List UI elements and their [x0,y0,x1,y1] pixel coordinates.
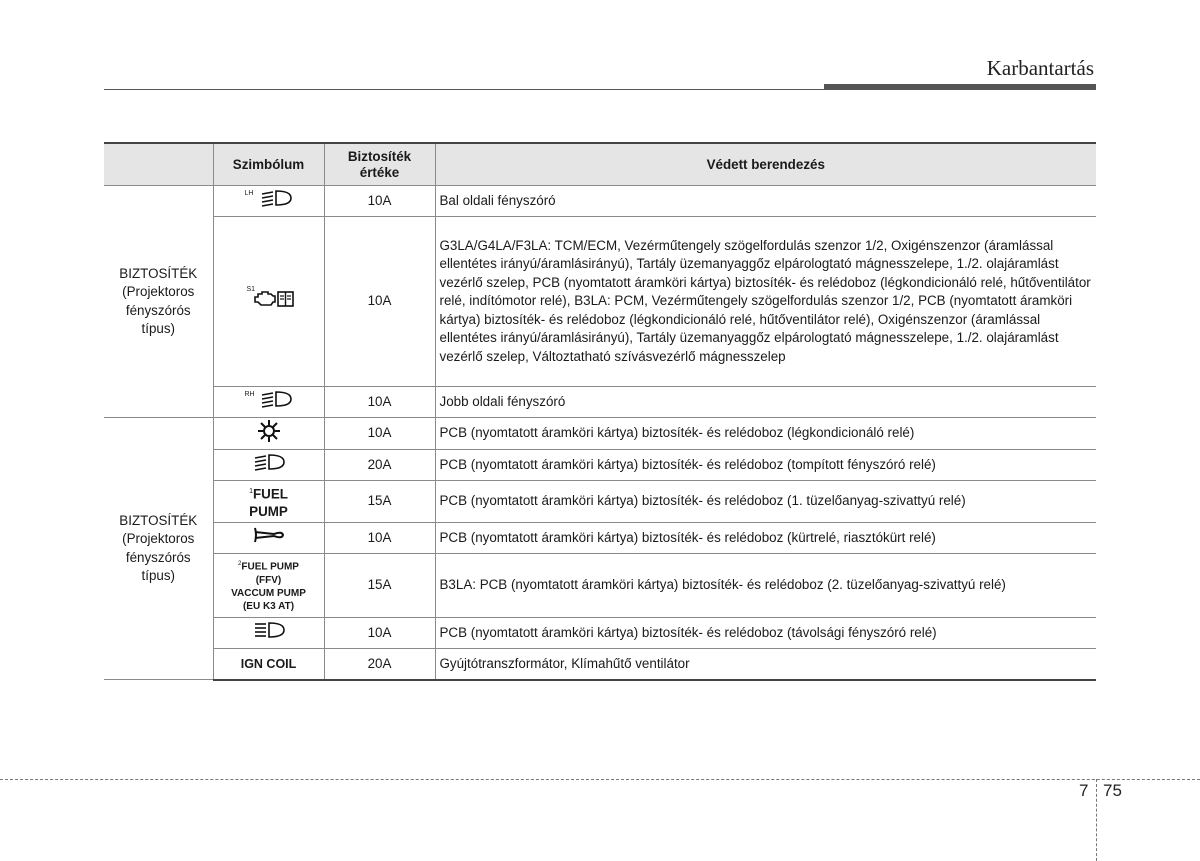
page-header-title: Karbantartás [986,56,1094,80]
fuse-value: 10A [324,618,435,649]
symbol-cell [213,387,324,418]
symbol-cell [213,450,324,481]
table-row [104,649,1096,680]
protected-device: PCB (nyomtatott áramköri kártya) biztosíték- és relédoboz (kürtrelé, riasztókürt relé) [435,523,1096,554]
protected-device: B3LA: PCB (nyomtatott áramköri kártya) biztosíték- és relédoboz (2. tüzelőanyag-szivattyú relé) [435,554,1096,618]
ign-coil-label: IGN COIL [240,656,297,671]
protected-device: PCB (nyomtatott áramköri kártya) biztosíték- és relédoboz (1. tüzelőanyag-szivattyú relé) [435,481,1096,523]
symbol-cell [213,186,324,217]
protected-device: Jobb oldali fényszóró [435,387,1096,418]
table-row [104,618,1096,649]
chapter-number: 7 [1079,781,1089,800]
protected-device: PCB (nyomtatott áramköri kártya) biztosíték- és relédoboz (tompított fényszóró relé) [435,450,1096,481]
table-row [104,418,1096,450]
fuse-value: 10A [324,523,435,554]
footer-page-divider [1096,779,1097,861]
header-fuse-value: Biztosíték értéke [324,143,435,186]
fuse-value: 10A [324,217,435,387]
low-beam-headlamp-icon: RH [259,390,293,414]
page-number: 75 [1103,781,1122,800]
low-beam-headlamp-icon [252,453,286,477]
protected-device: Bal oldali fényszóró [435,186,1096,217]
ac-snowflake-icon [257,419,281,449]
footer-divider [0,779,1200,780]
symbol-cell [213,481,324,523]
fuse-value: 20A [324,649,435,680]
header-blank [104,143,213,186]
table-row [104,387,1096,418]
symbol-cell [213,618,324,649]
fuse-value: 15A [324,554,435,618]
symbol-cell [213,418,324,450]
horn-icon [252,525,286,551]
header-protected-device: Védett berendezés [435,143,1096,186]
table-row [104,450,1096,481]
engine-check-and-manual-icon: S1 [253,289,295,315]
table-row [104,481,1096,523]
symbol-cell [213,554,324,618]
table-row [104,554,1096,618]
fuse-value: 10A [324,418,435,450]
table-row [104,217,1096,387]
header-rule-thick [824,84,1096,90]
fuse-table [104,142,1096,681]
header-rule-thin [104,89,824,90]
fuel-pump-label: $^1$FUEL PUMP [249,486,288,519]
fuse-value: 10A [324,186,435,217]
protected-device: G3LA/G4LA/F3LA: TCM/ECM, Vezérműtengely szögelfordulás szenzor 1/2, Oxigénszenzor (áramlással ellentétes irányú/áramlásirányú), Tartály üzemanyaggőz elpárologtató mágnesszelepe, 1./2. olajáramlást vezérlő szelep, PCB (nyomtatott áramköri kártya) biztosíték- és relédoboz (légkondicionáló relé, hűtőventilátor relé, indítómotor relé), B3LA: PCM, Vezérműtengely szögelfordulás szenzor 1/2, PCB (nyomtatott áramköri kártya) biztosíték- és relédoboz (légkondicionáló relé, hűtőventilátor relé), Oxigénszenzor (áramlással ellentétes irányú/áramlásirányú), Tartály üzemanyaggőz elpárologtató mágnesszelepe, 1./2. olajáramlást vezérlő szelep, Változtatható szívásvezérlő mágnesszelep [435,217,1096,387]
high-beam-headlamp-icon [252,621,286,645]
group-label: BIZTOSÍTÉK (Projektoros fényszórós típus) [104,186,213,418]
header-symbol: Szimbólum [213,143,324,186]
protected-device: Gyújtótranszformátor, Klímahűtő ventilátor [435,649,1096,680]
symbol-cell [213,217,324,387]
table-header-row [104,143,1096,186]
low-beam-headlamp-icon: LH [259,189,293,213]
fuse-value: 15A [324,481,435,523]
table-row [104,523,1096,554]
protected-device: PCB (nyomtatott áramköri kártya) biztosíték- és relédoboz (légkondicionáló relé) [435,418,1096,450]
fuel-vaccum-pump-label: $^2$FUEL PUMP (FFV) VACCUM PUMP (EU K3 AT) [231,561,306,612]
fuse-value: 10A [324,387,435,418]
symbol-cell [213,523,324,554]
group-label: BIZTOSÍTÉK (Projektoros fényszórós típus) [104,418,213,680]
symbol-cell [213,649,324,680]
protected-device: PCB (nyomtatott áramköri kártya) biztosíték- és relédoboz (távolsági fényszóró relé) [435,618,1096,649]
fuse-value: 20A [324,450,435,481]
table-row [104,186,1096,217]
